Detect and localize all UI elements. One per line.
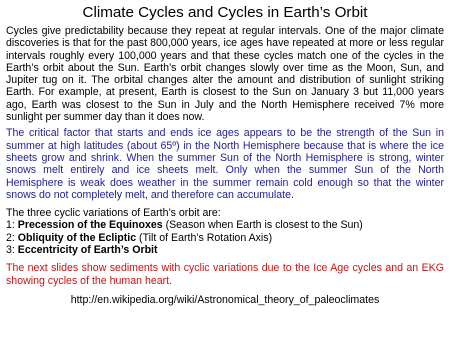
- list-item-number: 3:: [6, 244, 15, 257]
- list-item-number: 2:: [6, 231, 15, 244]
- list-item-description: (Season when Earth is closest to the Sun): [162, 219, 363, 232]
- list-item-term: Precession of the Equinoxes: [17, 219, 163, 232]
- list-item-term: Eccentricity of Earth’s Orbit: [17, 244, 158, 257]
- orbital-variations-list: [6, 207, 444, 256]
- slide-title: Climate Cycles and Cycles in Earth’s Orbit: [82, 4, 368, 21]
- list-item: [6, 244, 444, 256]
- source-link[interactable]: http://en.wikipedia.org/wiki/Astronomical_theory_of_paleoclimates: [70, 293, 380, 306]
- list-item-number: 1:: [6, 219, 15, 232]
- list-item-term: Obliquity of the Ecliptic: [17, 231, 137, 244]
- intro-paragraph: Cycles give predictability because they repeat at regular intervals. One of the major climate discoveries is that for the past 800,000 years, ice ages have repeated at more or less regular intervals roughly every 100,000 years and that these cycles match one of the cycles in the Earth’s orbit about the Sun. Earth’s orbit changes slowly over time as the Moon, Sun, and Jupiter tug on it. The orbital changes alter the amount and distribution of sunlight striking Earth. For example, at present, Earth is closest to the Sun on January 3 but 11,000 years ago, Earth was closest to the Sun in July and the North Hemisphere received 7% more sunlight per summer day than it does now.: [6, 25, 444, 124]
- list-item: [6, 219, 444, 231]
- ice-age-factor-paragraph: The critical factor that starts and ends ice ages appears to be the strength of the Sun in summer at high latitudes (about 65º) in the North Hemisphere because that is where the ice sheets grow and shrink. When the summer Sun of the North Hemisphere is strong, winter snows melt entirely and ice sheets melt. Only when the summer Sun of the North Hemisphere is weak does weather in the summer remain cold enough so that the winter snows do not completely melt, and therefore can accumulate.: [6, 127, 444, 201]
- next-slides-paragraph: The next slides show sediments with cyclic variations due to the Ice Age cycles and an EKG showing cycles of the human heart.: [6, 262, 444, 287]
- list-item-description: (Tilt of Earth’s Rotation Axis): [136, 231, 273, 244]
- list-item: [6, 232, 444, 244]
- list-intro: The three cyclic variations of Earth’s orbit are:: [6, 207, 221, 220]
